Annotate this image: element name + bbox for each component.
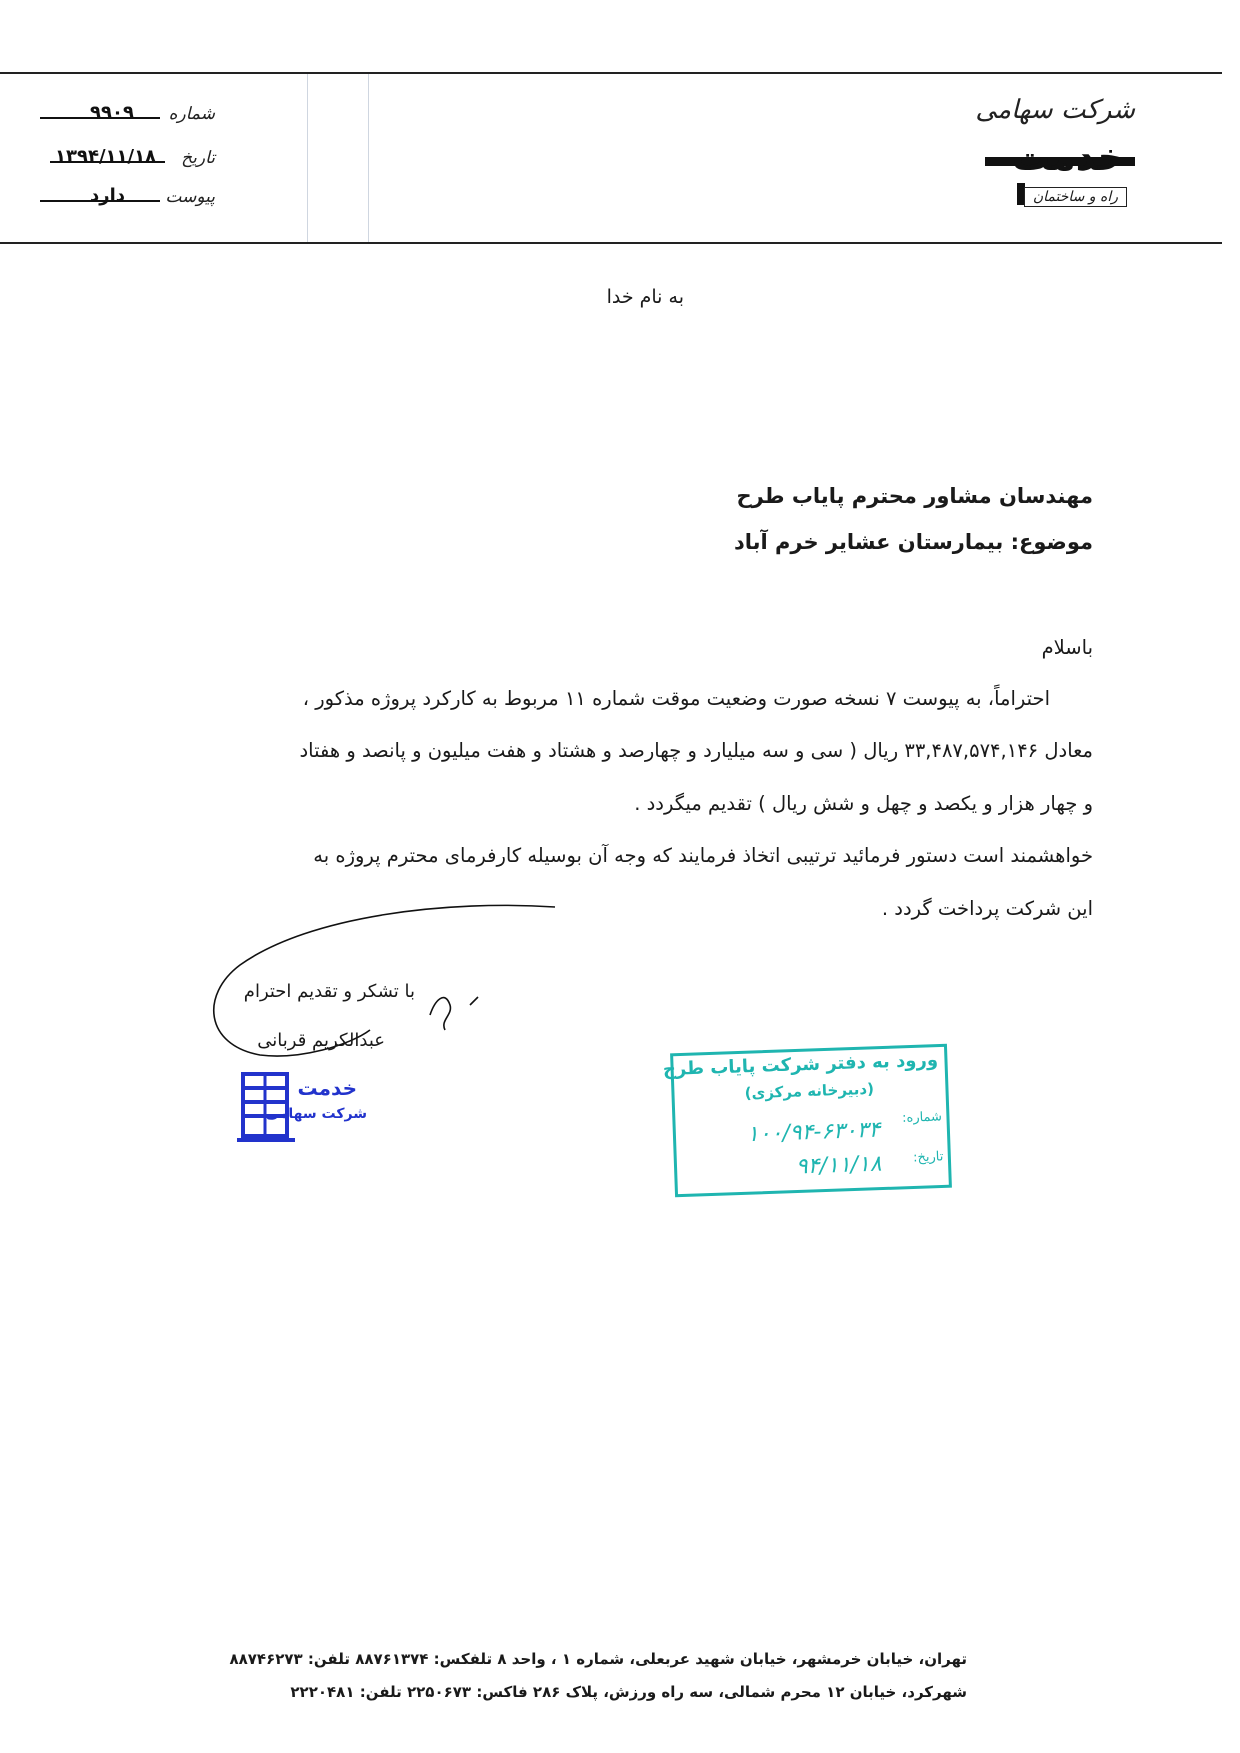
body-line-2: معادل ۳۳,۴۸۷,۵۷۴,۱۴۶ ریال ( سی و سه میلیارد و چهارصد و هشتاد و هفت میلیون و پانصد و هفتاد	[299, 739, 1093, 762]
number-label: شماره	[168, 104, 215, 124]
company-stamp	[237, 1068, 377, 1143]
signer-name: عبدالکریم قربانی	[257, 1030, 385, 1051]
logo-company-name: خدمت	[1011, 135, 1125, 179]
date-value: ۱۳۹۴/۱۱/۱۸	[55, 146, 157, 167]
stamp-date-value: ۹۴/۱۱/۱۸	[795, 1151, 882, 1180]
body-line-3: و چهار هزار و یکصد و چهل و شش ریال ) تقدیم میگردد .	[634, 792, 1093, 815]
header-divider-left	[307, 74, 308, 242]
salutation: باسلام	[1041, 636, 1093, 659]
footer-address-tehran: تهران، خیابان خرمشهر، خیابان شهید عربعلی، شماره ۱ ، واحد ۸ تلفکس: ۸۸۷۶۱۳۷۴ تلفن: ۸۸۷۴۶۲۷۳	[229, 1650, 967, 1668]
recipient: مهندسان مشاور محترم پایاب طرح	[736, 484, 1093, 508]
attachment-label: پیوست	[165, 187, 215, 207]
meta-date	[30, 148, 215, 176]
greeting: به نام خدا	[606, 286, 684, 308]
header-bottom-rule	[0, 242, 1222, 244]
meta-number	[30, 104, 215, 132]
number-value: ۹۹۰۹	[90, 102, 134, 123]
stamp-subtitle: (دبیرخانه مرکزی)	[744, 1079, 875, 1103]
subject: موضوع: بیمارستان عشایر خرم آباد	[733, 530, 1093, 554]
body-line-5: این شرکت پرداخت گردد .	[881, 897, 1093, 920]
logo-subtitle: راه و ساختمان	[1024, 187, 1127, 207]
stamp-title: ورود به دفتر شرکت پایاب طرح	[662, 1049, 939, 1081]
logo-company-line: شرکت سهامی	[975, 95, 1135, 125]
company-logo	[975, 95, 1145, 220]
stamp-number-value: ۱۰۰/۹۴-۶۳۰۳۴	[746, 1117, 881, 1148]
stamp-company-line-2: شرکت سهامی	[265, 1106, 367, 1122]
body-line-1: احتراماً، به پیوست ۷ نسخه صورت وضعیت موقت شماره ۱۱ مربوط به کارکرد پروژه مذکور ،	[302, 687, 1050, 710]
stamp-number-label: شماره:	[901, 1109, 943, 1126]
closing: با تشکر و تقدیم احترام	[243, 981, 415, 1002]
body-line-4: خواهشمند است دستور فرمائید ترتیبی اتخاذ فرمایند که وجه آن بوسیله کارفرمای محترم پروژه به	[313, 844, 1093, 867]
footer-address-shahrekord: شهرکرد، خیابان ۱۲ محرم شمالی، سه راه ورزش، پلاک ۲۸۶ فاکس: ۲۲۵۰۶۷۳ تلفن: ۲۲۲۰۴۸۱	[290, 1683, 967, 1701]
meta-attachment	[30, 187, 215, 215]
header-top-rule	[0, 72, 1222, 74]
stamp-date-label: تاریخ:	[912, 1149, 944, 1166]
attachment-value: دارد	[90, 185, 126, 206]
stamp-company-line-1: خدمت	[297, 1076, 357, 1100]
received-stamp	[662, 1043, 953, 1198]
date-label: تاریخ	[181, 148, 215, 168]
header-divider-right	[368, 74, 369, 242]
